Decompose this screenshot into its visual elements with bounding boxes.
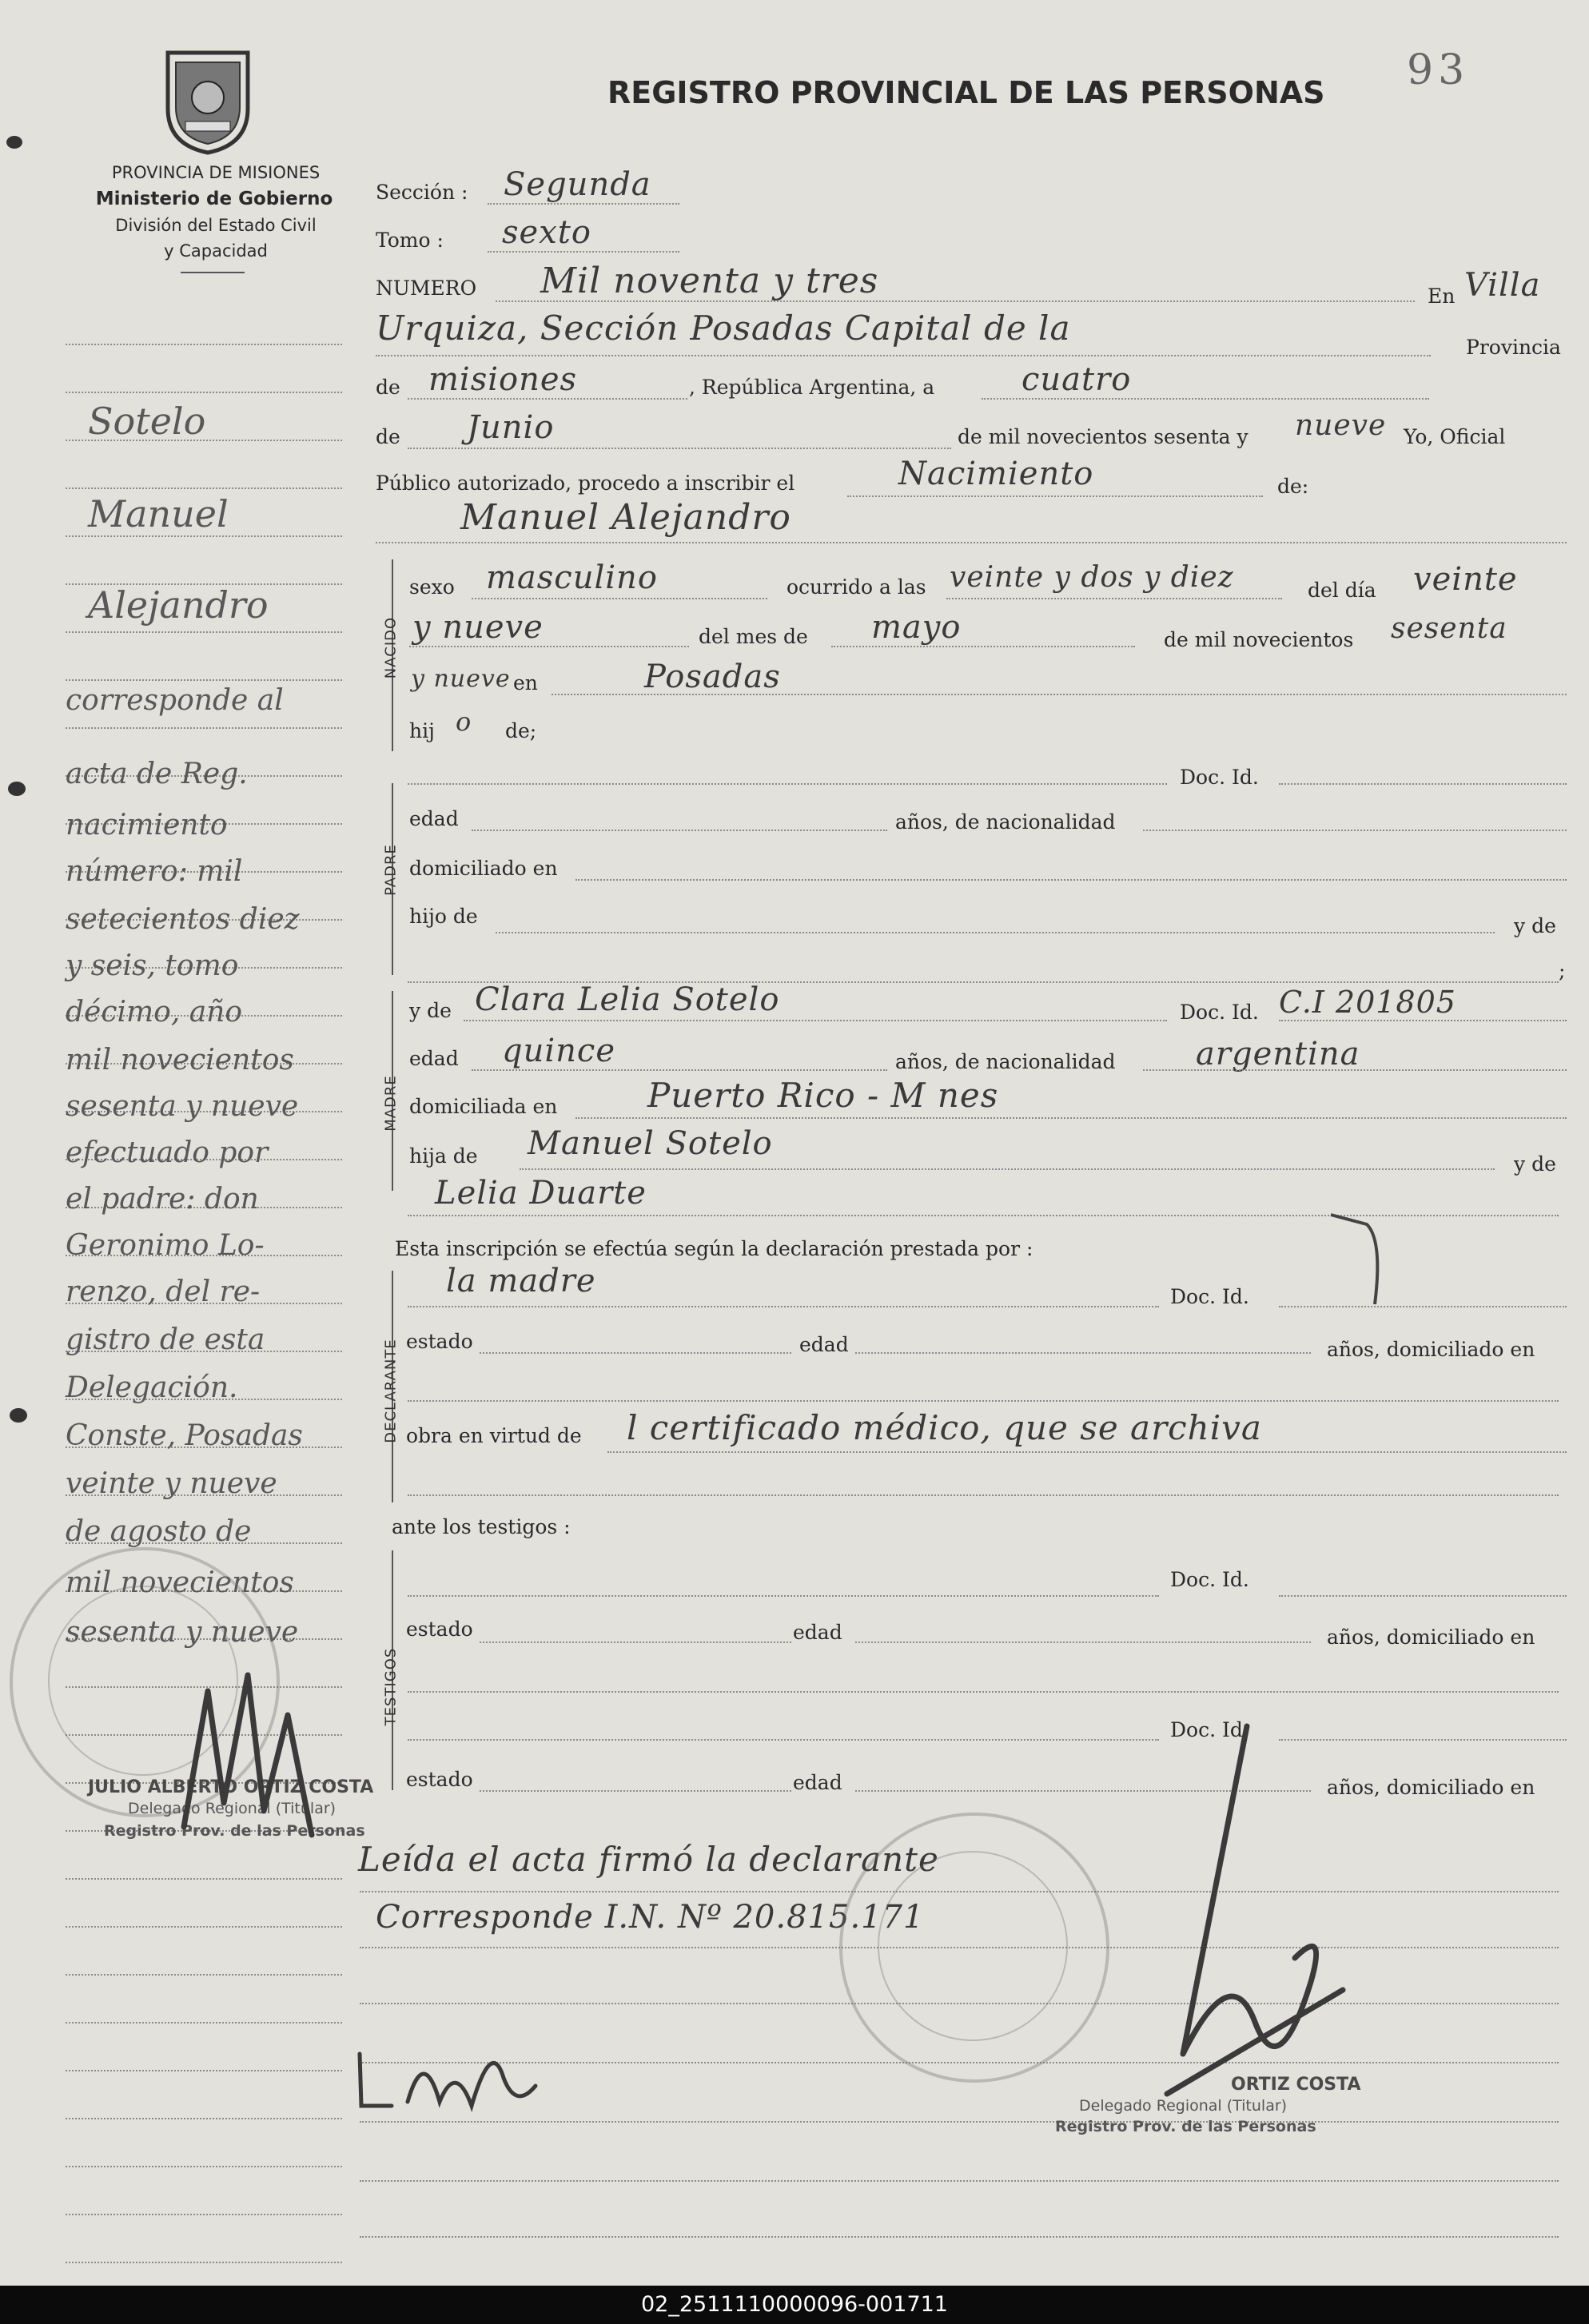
left-margin-dotted-line xyxy=(66,2166,342,2167)
declarante-estado-label: estado xyxy=(406,1330,473,1353)
left-note-line: décimo, año xyxy=(66,996,243,1029)
padre-semicolon: ; xyxy=(1559,959,1566,982)
testigo1-doc-label: Doc. Id. xyxy=(1170,1568,1249,1591)
testigo2-estado-line xyxy=(480,1790,791,1792)
numero-line xyxy=(496,300,1415,302)
en-lugar-label: en xyxy=(513,671,538,694)
left-margin-dotted-line xyxy=(66,2022,342,2024)
provincia-value: misiones xyxy=(428,361,578,398)
declarante-line xyxy=(408,1306,1159,1307)
en-value: Villa xyxy=(1464,267,1541,304)
left-note-line: gistro de esta xyxy=(66,1323,265,1356)
testigo1-anos-label: años, domiciliado en xyxy=(1327,1626,1535,1649)
obra-line-2 xyxy=(408,1494,1559,1496)
de-colon: de: xyxy=(1277,475,1309,498)
dia-nac-value: veinte xyxy=(1413,561,1518,598)
leida-value: Leída el acta firmó la declarante xyxy=(358,1840,939,1879)
provincia-label: Provincia xyxy=(1466,336,1561,359)
anio-nac-value-2: y nueve xyxy=(411,665,511,693)
left-margin-dotted-line xyxy=(66,679,342,681)
en-label: En xyxy=(1428,285,1456,308)
stamp-left-office: Registro Prov. de las Personas xyxy=(104,1822,365,1840)
left-margin-dotted-line xyxy=(66,1974,342,1976)
declarante-anos-label: años, domiciliado en xyxy=(1327,1338,1535,1361)
testigo1-dom-line xyxy=(408,1691,1559,1693)
extra-line-4 xyxy=(360,2180,1559,2182)
org-line-2: Ministerio de Gobierno xyxy=(95,189,333,209)
org-underline xyxy=(181,272,245,273)
declarante-value: la madre xyxy=(446,1263,596,1299)
inscripcion-label: Esta inscripción se efectúa según la declaración prestada por : xyxy=(395,1237,1033,1260)
left-margin-dotted-line xyxy=(66,2118,342,2119)
madre-doc-line xyxy=(1279,1020,1567,1021)
official-seal-right-inner xyxy=(878,1851,1068,2041)
left-margin-dotted-line xyxy=(66,727,342,729)
lugar-line xyxy=(376,355,1431,356)
padre-edad-line xyxy=(472,830,887,831)
tomo-label: Tomo : xyxy=(376,229,444,252)
ocurrido-label: ocurrido a las xyxy=(787,575,926,599)
madre-edad-line xyxy=(472,1069,887,1071)
provincial-emblem-icon xyxy=(160,45,256,157)
dia-line xyxy=(982,398,1429,400)
hij-label: hij xyxy=(409,719,435,742)
lugar-value: Urquiza, Sección Posadas Capital de la xyxy=(376,308,1071,348)
declarante-doc-line xyxy=(1279,1306,1567,1307)
sexo-value: masculino xyxy=(486,559,658,596)
mes-nac-line xyxy=(831,646,1135,647)
madre-nacionalidad: argentina xyxy=(1196,1036,1360,1072)
obra-line xyxy=(607,1451,1567,1453)
extra-line-5 xyxy=(360,2236,1559,2238)
left-margin-dotted-line xyxy=(66,1878,342,1880)
folio-number: 93 xyxy=(1407,46,1470,94)
left-margin-dotted-line xyxy=(66,2214,342,2215)
testigo2-name-line xyxy=(408,1739,1159,1741)
madre-hija-label: hija de xyxy=(409,1144,478,1168)
left-note-line: setecientos diez xyxy=(66,903,300,936)
acto-value: Nacimiento xyxy=(898,456,1094,492)
side-label-madre: MADRE xyxy=(382,1075,400,1132)
acto-line xyxy=(847,495,1263,497)
tomo-value: sexto xyxy=(502,214,591,251)
side-label-declarante: DECLARANTE xyxy=(382,1339,400,1443)
page-title: REGISTRO PROVINCIAL DE LAS PERSONAS xyxy=(607,75,1325,110)
seccion-line xyxy=(488,203,679,205)
org-line-4: y Capacidad xyxy=(164,241,268,261)
left-margin-dotted-line xyxy=(66,344,342,345)
de-label-2: de xyxy=(376,425,400,448)
testigo2-estado-label: estado xyxy=(406,1768,473,1791)
corresponde-value: Corresponde I.N. Nº 20.815.171 xyxy=(376,1899,925,1936)
de-label: de xyxy=(376,376,400,399)
signature-right-icon xyxy=(1135,1718,1375,2118)
testigo2-anos-label: años, domiciliado en xyxy=(1327,1776,1535,1799)
left-margin-dotted-line xyxy=(66,2070,342,2071)
madre-hija-line xyxy=(520,1168,1495,1170)
stamp-right-name: ORTIZ COSTA xyxy=(1231,2075,1361,2095)
left-note-line: el padre: don xyxy=(66,1183,259,1216)
numero-label: NUMERO xyxy=(376,277,477,300)
signature-bottom-left-icon xyxy=(352,2030,560,2118)
left-note-line: Delegación. xyxy=(66,1371,238,1404)
dia-nac-value-2: y nueve xyxy=(412,609,544,646)
de-semicolon: de; xyxy=(505,719,537,742)
mes-nac-value: mayo xyxy=(871,609,962,646)
republica-label: , República Argentina, a xyxy=(689,376,935,399)
publico-label: Público autorizado, procedo a inscribir el xyxy=(376,472,795,495)
stamp-left-role: Delegado Regional (Titular) xyxy=(128,1800,337,1817)
madre-anos-label: años, de nacionalidad xyxy=(895,1050,1116,1073)
madre-domicilio: Puerto Rico - M nes xyxy=(647,1076,999,1115)
stamp-right-role: Delegado Regional (Titular) xyxy=(1079,2097,1288,2115)
binding-hole xyxy=(10,1408,27,1423)
seccion-value: Segunda xyxy=(504,166,651,203)
oficial-label: Yo, Oficial xyxy=(1404,425,1506,448)
hora-value: veinte y dos y diez xyxy=(950,561,1234,594)
declarante-doc-label: Doc. Id. xyxy=(1170,1285,1249,1308)
del-mes-label: del mes de xyxy=(699,625,808,648)
left-note-line: Conste, Posadas xyxy=(66,1419,303,1452)
anio-value: nueve xyxy=(1295,409,1387,442)
mes-value: Junio xyxy=(467,409,555,446)
testigo1-edad-label: edad xyxy=(793,1621,842,1644)
padre-anos-label: años, de nacionalidad xyxy=(895,810,1116,834)
mil-nov-label: de mil novecientos xyxy=(1164,628,1354,651)
padre-domicilio-line xyxy=(575,879,1567,881)
seccion-label: Sección : xyxy=(376,181,468,204)
padre-doc-line xyxy=(1279,783,1567,785)
testigo1-estado-label: estado xyxy=(406,1618,473,1641)
declarante-estado-line xyxy=(480,1352,791,1354)
left-note-line: y seis, tomo xyxy=(66,949,239,982)
madre-madre: Lelia Duarte xyxy=(435,1175,647,1212)
hij-value: o xyxy=(456,706,472,737)
left-margin-dotted-line xyxy=(66,535,342,537)
left-note-line: Sotelo xyxy=(88,400,206,443)
provincia-line xyxy=(408,398,687,400)
madre-yde-label-2: y de xyxy=(1514,1152,1556,1176)
binding-hole xyxy=(8,782,26,796)
del-dia-label: del día xyxy=(1308,579,1376,602)
left-note-line: Geronimo Lo- xyxy=(66,1229,265,1262)
numero-value: Mil noventa y tres xyxy=(540,261,879,301)
padre-nac-line xyxy=(1143,830,1567,831)
left-note-line: Manuel xyxy=(88,492,229,535)
left-note-line: sesenta y nueve xyxy=(66,1090,299,1123)
madre-edad-value: quince xyxy=(502,1033,615,1069)
lugar-nac-line xyxy=(552,694,1567,695)
left-margin-dotted-line xyxy=(66,631,342,633)
madre-domicilio-label: domiciliada en xyxy=(409,1095,558,1118)
padre-name-line xyxy=(408,783,1167,785)
mes-line xyxy=(408,448,951,449)
testigos-label: ante los testigos : xyxy=(392,1515,571,1538)
side-label-testigos: TESTIGOS xyxy=(382,1647,400,1726)
left-margin-dotted-line xyxy=(66,487,342,489)
extra-line-3 xyxy=(360,2121,1559,2123)
testigo2-doc-label: Doc. Id. xyxy=(1170,1718,1249,1741)
bracket-mark-icon xyxy=(1327,1208,1391,1312)
nombre-line xyxy=(376,542,1567,543)
footer-strip xyxy=(0,2286,1589,2324)
sexo-label: sexo xyxy=(409,575,455,599)
obra-label: obra en virtud de xyxy=(406,1424,582,1447)
anio-nac-value: sesenta xyxy=(1391,612,1507,645)
testigo1-estado-line xyxy=(480,1642,791,1643)
madre-doc-value: C.I 201805 xyxy=(1279,985,1456,1020)
left-note-line: Alejandro xyxy=(88,583,269,627)
stamp-left-name: JULIO ALBERTO ORTIZ COSTA xyxy=(88,1777,374,1797)
madre-edad-label: edad xyxy=(409,1047,459,1070)
left-margin-dotted-line xyxy=(66,1926,342,1928)
padre-hijo-line xyxy=(496,932,1495,933)
left-note-line: mil novecientos xyxy=(66,1566,294,1599)
left-note-line: acta de Reg. xyxy=(66,758,248,790)
madre-yde-label: y de xyxy=(409,999,452,1022)
lugar-nac-value: Posadas xyxy=(644,659,781,695)
madre-padre: Manuel Sotelo xyxy=(528,1125,773,1162)
left-note-line: de agosto de xyxy=(66,1515,252,1548)
padre-doc-label: Doc. Id. xyxy=(1180,766,1259,789)
padre-edad-label: edad xyxy=(409,807,459,830)
testigo1-name-line xyxy=(408,1595,1159,1597)
testigo1-doc-line xyxy=(1279,1595,1567,1597)
left-note-line: sesenta y nueve xyxy=(66,1616,299,1649)
sexo-line xyxy=(472,598,767,599)
signature-left-icon xyxy=(160,1643,352,1843)
madre-domicilio-line xyxy=(575,1117,1567,1119)
left-note-line: corresponde al xyxy=(66,684,284,717)
testigo2-edad-label: edad xyxy=(793,1771,842,1794)
left-note-line: número: mil xyxy=(66,855,243,888)
tomo-line xyxy=(488,251,679,253)
declarante-edad-label: edad xyxy=(799,1333,849,1356)
declarante-edad-line xyxy=(855,1352,1311,1354)
left-note-line: renzo, del re- xyxy=(66,1275,261,1308)
obra-value: l certificado médico, que se archiva xyxy=(627,1408,1262,1447)
hora-line xyxy=(946,598,1282,599)
declarante-dom-line xyxy=(408,1400,1559,1402)
left-note-line: nacimiento xyxy=(66,809,228,842)
anio-label: de mil novecientos sesenta y xyxy=(958,425,1248,448)
side-label-padre: PADRE xyxy=(382,844,400,896)
left-note-line: efectuado por xyxy=(66,1136,269,1169)
image-code: 02_2511110000096-001711 xyxy=(641,2292,948,2317)
left-note-line: mil novecientos xyxy=(66,1044,294,1076)
side-label-nacido: NACIDO xyxy=(382,616,400,679)
madre-nac-line xyxy=(1143,1069,1567,1071)
madre-doc-label: Doc. Id. xyxy=(1180,1001,1259,1024)
org-line-1: PROVINCIA DE MISIONES xyxy=(111,163,321,182)
testigo1-edad-line xyxy=(855,1642,1311,1643)
nombre-value: Manuel Alejandro xyxy=(460,497,791,538)
left-margin-dotted-line xyxy=(66,2262,342,2263)
left-margin-dotted-line xyxy=(66,392,342,393)
madre-nombre-line xyxy=(464,1020,1167,1021)
org-line-3: División del Estado Civil xyxy=(115,216,317,235)
padre-yde-label: y de xyxy=(1514,914,1556,937)
madre-nombre: Clara Lelia Sotelo xyxy=(475,981,780,1018)
padre-hijo-label: hijo de xyxy=(409,905,478,928)
padre-domicilio-label: domiciliado en xyxy=(409,857,558,880)
binding-hole xyxy=(6,136,22,149)
stamp-right-office: Registro Prov. de las Personas xyxy=(1055,2118,1316,2135)
left-note-line: veinte y nueve xyxy=(66,1467,277,1500)
dia-nac-line xyxy=(409,646,689,647)
dia-value: cuatro xyxy=(1022,361,1132,398)
